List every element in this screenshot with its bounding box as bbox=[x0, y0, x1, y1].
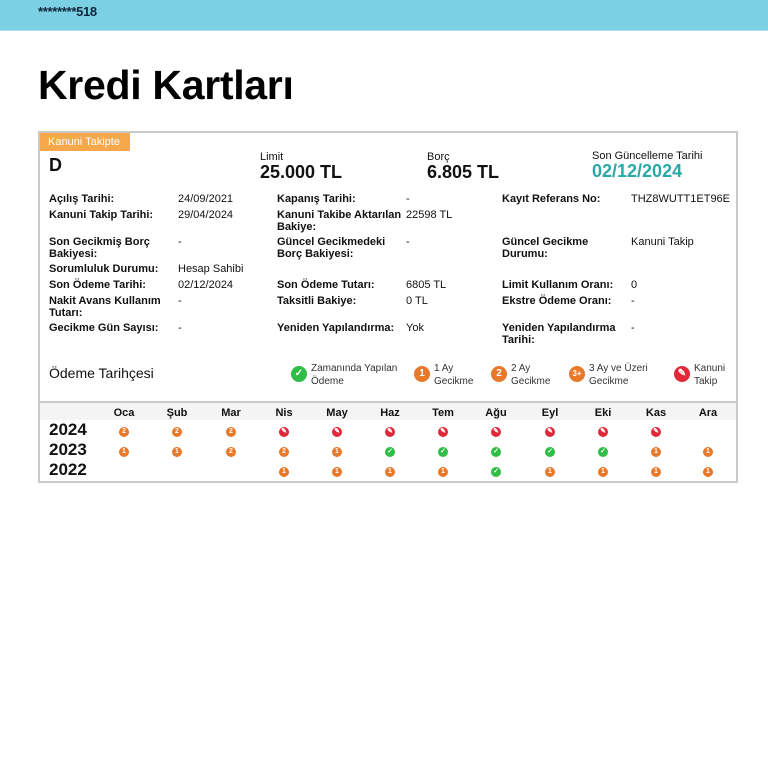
two-month-icon: 2 bbox=[119, 427, 129, 437]
limit-value: 25.000 TL bbox=[260, 162, 343, 182]
legal-action-icon: ✎ bbox=[545, 427, 555, 437]
limit-label: Limit bbox=[260, 151, 284, 163]
one-month-icon: 1 bbox=[438, 467, 448, 477]
one-month-icon: 1 bbox=[651, 447, 661, 457]
debt-block bbox=[427, 151, 499, 183]
two-month-icon: 2 bbox=[172, 427, 182, 437]
last-update-label: Son Güncelleme Tarihi bbox=[592, 150, 703, 162]
check-icon: ✓ bbox=[491, 467, 501, 477]
legal-action-icon: ✎ bbox=[385, 427, 395, 437]
check-icon: ✓ bbox=[491, 447, 501, 457]
one-month-icon: 1 bbox=[332, 467, 342, 477]
top-header-bar bbox=[0, 0, 768, 31]
credit-card-panel: Kanuni Takipte D Limit 25.000 TL Borç 6.805 TL Son Güncelleme Tarihi 02/12/2024 Açılış Tarihi: 24/09/2021 Kanuni Takip Tarihi: 29/04/2024 Son Gecikmiş Borç Bakiyesi: - Sorumluluk Durumu: Hesap Sahibi Son Ödeme Tarihi: 02/12/2024 Nakit Avans Kullanım Tutarı: - Gecikme Gün Sayısı: - Kapanış Tarihi: - Kanuni Takibe Aktarılan Bakiye: 22598 TL Güncel Gecikmedeki Borç Bakiyesi: - Son Ödeme Tutarı: 6805 TL Taksitli Bakiye: 0 TL Yeniden Yapılandırma: Yok Kayıt Referans No: THZ8WUTT1ET96E Güncel Gecikme Durumu: Kanuni Takip Limit Kullanım Oranı: 0 Ekstre Ödeme Oranı: - Yeniden Yapılandırma Tarihi: - Ödeme Tarihçesi ✓ Zamanında Yapılan Ödeme 1 1 Ay Gecikme 2 2 Ay Gecikme 3+ 3 Ay ve Üzeri Gecikme ✎ Kanuni Takip Oca Şub Mar Nis May Haz Tem Ağu Eyl Eki Kas Ara 2024 2 2 2 ✎ ✎ ✎ ✎ ✎ ✎ ✎ ✎ 2023 1 1 2 2 1 ✓ ✓ ✓ ✓ ✓ 1 1 2022 1 1 1 1 ✓ 1 1 1 1 bbox=[38, 131, 738, 483]
legal-action-icon: ✎ bbox=[279, 427, 289, 437]
status-badge: Kanuni Takipte bbox=[40, 133, 130, 151]
legal-action-icon: ✎ bbox=[598, 427, 608, 437]
debt-label: Borç bbox=[427, 151, 450, 163]
check-icon: ✓ bbox=[545, 447, 555, 457]
month-header: Eyl bbox=[541, 407, 559, 419]
three-plus-month-icon: 3+ bbox=[569, 366, 585, 382]
last-update-block bbox=[592, 150, 702, 182]
two-month-icon: 2 bbox=[491, 366, 507, 382]
year-label: 2023 bbox=[49, 440, 87, 459]
legal-action-icon: ✎ bbox=[438, 427, 448, 437]
month-header: Nis bbox=[275, 407, 293, 419]
month-header: Oca bbox=[113, 407, 135, 419]
debt-value: 6.805 TL bbox=[427, 162, 500, 182]
one-month-icon: 1 bbox=[279, 467, 289, 477]
masked-card-number: ********518 bbox=[38, 4, 97, 19]
legal-action-icon: ✎ bbox=[332, 427, 342, 437]
one-month-icon: 1 bbox=[332, 447, 342, 457]
one-month-icon: 1 bbox=[545, 467, 555, 477]
month-header: Tem bbox=[432, 407, 454, 419]
check-icon: ✓ bbox=[291, 366, 307, 382]
check-icon: ✓ bbox=[598, 447, 608, 457]
check-icon: ✓ bbox=[385, 447, 395, 457]
one-month-icon: 1 bbox=[119, 447, 129, 457]
two-month-icon: 2 bbox=[226, 427, 236, 437]
months-header bbox=[40, 401, 736, 420]
check-icon: ✓ bbox=[438, 447, 448, 457]
year-label: 2022 bbox=[49, 460, 87, 479]
year-label: 2024 bbox=[49, 420, 87, 439]
last-update-value: 02/12/2024 bbox=[592, 161, 683, 181]
one-month-icon: 1 bbox=[385, 467, 395, 477]
card-name: D bbox=[49, 155, 62, 175]
legal-action-icon: ✎ bbox=[674, 366, 690, 382]
month-header: Haz bbox=[380, 407, 400, 419]
page-title: Kredi Kartları bbox=[38, 62, 294, 108]
legal-action-icon: ✎ bbox=[651, 427, 661, 437]
payment-history-title: Ödeme Tarihçesi bbox=[49, 365, 154, 381]
month-header: Eki bbox=[594, 407, 612, 419]
month-header: Kas bbox=[645, 407, 667, 419]
month-header: Şub bbox=[166, 407, 188, 419]
one-month-icon: 1 bbox=[703, 447, 713, 457]
two-month-icon: 2 bbox=[279, 447, 289, 457]
limit-block bbox=[260, 151, 342, 183]
one-month-icon: 1 bbox=[414, 366, 430, 382]
one-month-icon: 1 bbox=[651, 467, 661, 477]
month-header: Mar bbox=[221, 407, 241, 419]
one-month-icon: 1 bbox=[703, 467, 713, 477]
two-month-icon: 2 bbox=[226, 447, 236, 457]
one-month-icon: 1 bbox=[598, 467, 608, 477]
legal-action-icon: ✎ bbox=[491, 427, 501, 437]
month-header: Ağu bbox=[485, 407, 507, 419]
month-header: May bbox=[326, 407, 348, 419]
one-month-icon: 1 bbox=[172, 447, 182, 457]
month-header: Ara bbox=[698, 407, 718, 419]
